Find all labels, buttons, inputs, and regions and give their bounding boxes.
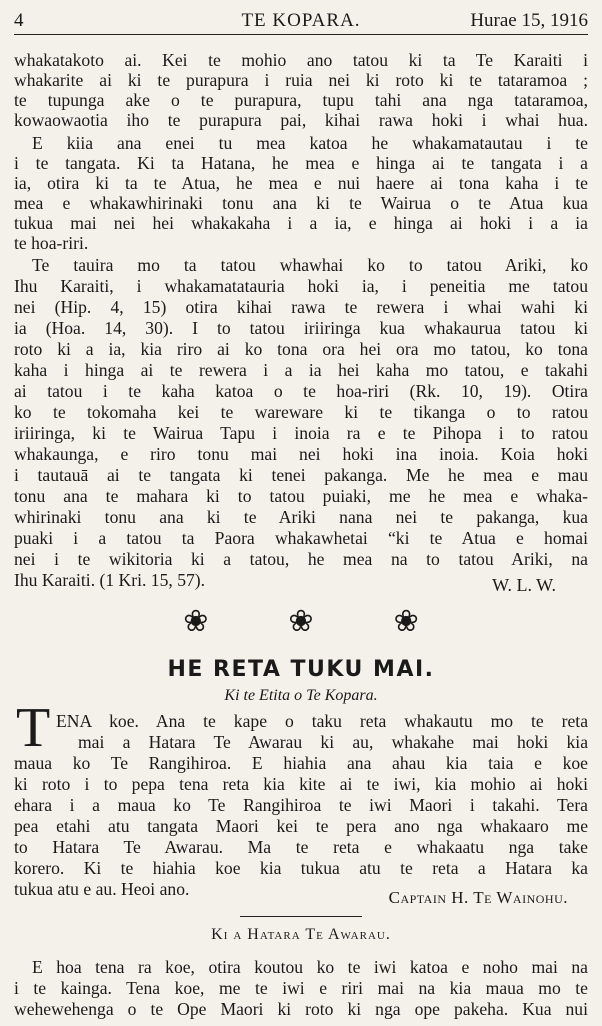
article-line: kaha i hinga ai te rewera i a ia hei kaha mo tatou, e takahi	[14, 360, 588, 380]
article-line: Ihu Karaiti. (1 Kri. 15, 57).	[14, 570, 206, 590]
article-line: puaki i a tatou ta Paora whakawhetai “ki te Atua e homai	[14, 528, 588, 548]
floral-ornament-icon: ❀	[393, 605, 459, 638]
page-number: 4	[14, 10, 24, 31]
article-line: te hoa-riri.	[14, 233, 89, 253]
article-line: nei (Hip. 4, 15) otira kihai rawa te rewera i whai wahi ki	[14, 297, 588, 317]
article-line: whakarite ai ki te purapura i ruia nei ki roto ki te tataramoa ;	[14, 70, 588, 90]
divider-rule	[240, 916, 362, 917]
article-line: ai tatou i te kaha katoa o te hoa-riri (Rk. 10, 19). Otira	[14, 381, 588, 401]
article-line: iriiringa, ki te Wairua Tapu i inoia ra e te Pihopa i to ratou	[14, 423, 588, 443]
article-line: roto ki a ia, kia riro ai ko tona ora hei ora mo tatou, ko tona	[14, 339, 588, 359]
article-line: tukua mai nei hei whakakaha i a ia, e hinga ai hoki i a ia	[14, 213, 588, 233]
article-line: nei i te wikitoria ki a tatou, he mea na to tatou Ariki, na	[14, 549, 588, 569]
letter-signature: Captain H. Te Wainohu.	[388, 888, 568, 907]
article-line: E kiia ana enei tu mea katoa he whakamatautau i te	[32, 133, 588, 153]
letter-line: tukua atu e au. Heoi ano.	[14, 879, 190, 899]
article-line: whakatakoto ai. Kei te mohio ano tatou ki ta Te Karaiti i	[14, 50, 588, 70]
drop-cap: T	[16, 697, 51, 759]
letter-title: HE RETA TUKU MAI.	[167, 657, 435, 682]
letter-line: korero. Ki te hiahia koe kia tukua atu te reta a Hatara ka	[14, 858, 588, 878]
article-line: tonu ana te mahara ki to tatou puiaki, me he mea e whaka-	[14, 486, 588, 506]
article-line: i te tangata. Ki ta Hatana, he mea e hinga ai te tangata i a	[14, 153, 588, 173]
article-line: ia (Hoa. 14, 30). I to tatou iriiringa kua whakaurua tatou ki	[14, 318, 588, 338]
letter-line: to Hatara Te Awarau. Ma te reta e whakaatu nga take	[14, 837, 588, 857]
reply-line: wehewehenga o te Ope Maori ki roto ki nga ope pakeha. Kua nui	[14, 999, 588, 1019]
letter-line: ehara i a maua ko Te Rangihiroa te iwi Maori i takahi. Tera	[14, 795, 588, 815]
letter-line: mai a Hatara Te Awarau ki au, whakahe mai hoki kia	[78, 732, 588, 752]
letter-line: pea etahi atu tangata Maori kei te pera ano nga whakaaro me	[14, 816, 588, 836]
article-line: Te tauira mo ta tatou whawhai ko to tatou Ariki, ko	[32, 255, 588, 275]
letter-line: ki roto i to pepa tena reta kia kite ai te iwi, kia mohio ai hoki	[14, 774, 588, 794]
reply-addressee: Ki a Hatara Te Awarau.	[211, 926, 391, 943]
floral-ornament-icon: ❀	[183, 605, 249, 638]
publication-title: TE KOPARA.	[241, 10, 361, 31]
page-header	[14, 8, 588, 35]
issue-date: Hurae 15, 1916	[470, 10, 588, 31]
article-line: whirinaki tonu ana ki te Ariki nana nei te pakanga, kua	[14, 507, 588, 527]
letter-line: maua ko Te Rangihiroa. E hiahia ana ahau kia taia e koe	[14, 753, 588, 773]
letter-subtitle: Ki te Etita o Te Kopara.	[224, 687, 378, 704]
article-line: kowaowaotia iho te purapura pai, kihai rawa hoki i whai hua.	[14, 110, 588, 130]
article-line: i tautauā ai te tangata ki tenei pakanga. Me he mea e mau	[14, 465, 588, 485]
letter-line: ENA koe. Ana te kape o taku reta whakautu mo te reta	[56, 711, 588, 731]
article-line: whakaunga, e riro tonu mai nei hoki ina inoia. Koia hoki	[14, 444, 588, 464]
article-line: mea e whakawhirinaki tonu ana ki te Wairua o te Atua kua	[14, 193, 588, 213]
article-line: ia, otira ki ta te Atua, he mea e nui haere ai tona kaha i te	[14, 173, 588, 193]
article-line: Ihu Karaiti, i whakamatatauria hoki ia, i peneitia me tatou	[14, 276, 588, 296]
reply-line: E hoa tena ra koe, otira koutou ko te iwi katoa e noho mai na	[32, 957, 588, 977]
ornament-row	[0, 602, 602, 642]
article-line: ko te tokomaha kei te wareware ki te tikanga o to ratou	[14, 402, 588, 422]
reply-line: i te kainga. Tena koe, me te iwi e riri mai na kia maua mo te	[14, 978, 588, 998]
floral-ornament-icon: ❀	[288, 605, 354, 638]
article-signature: W. L. W.	[492, 575, 556, 595]
article-line: te tupunga ake o te purapura, tupu tahi ana nga tataramoa,	[14, 90, 588, 110]
